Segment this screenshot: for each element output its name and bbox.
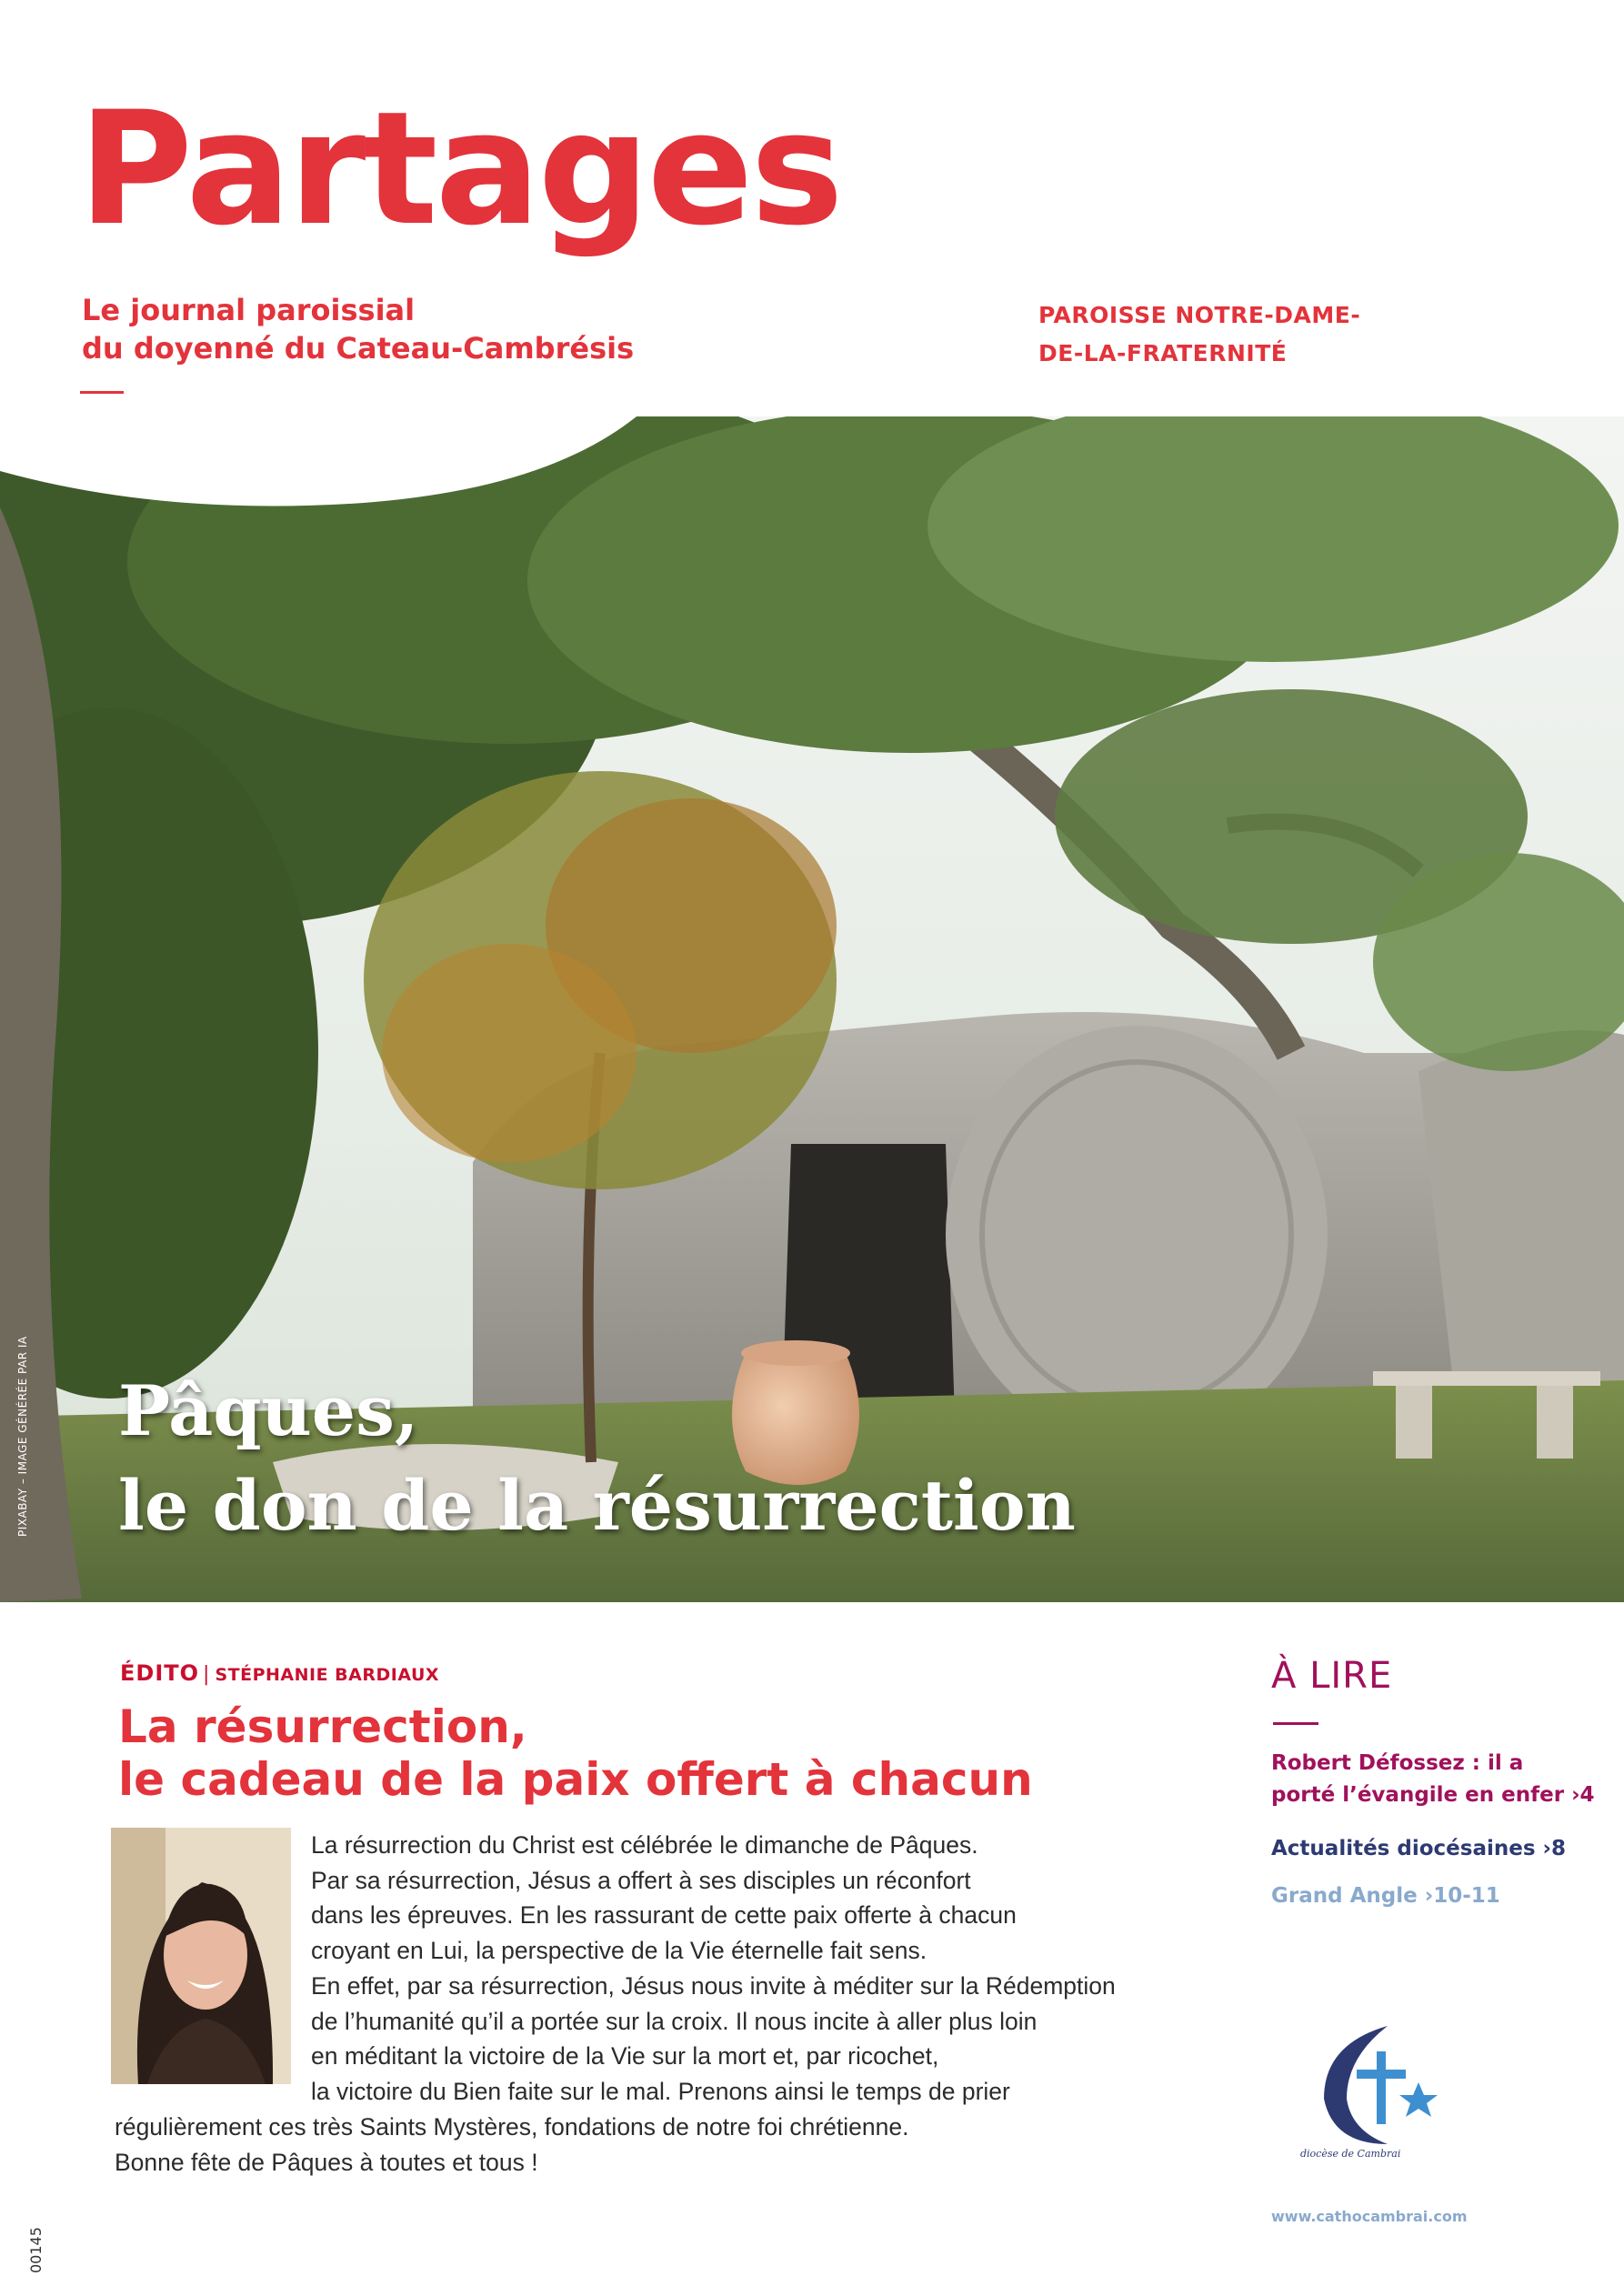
journal-subtitle bbox=[82, 291, 634, 367]
logo-caption: diocèse de Cambrai bbox=[1300, 2148, 1401, 2160]
sidebar-divider bbox=[1273, 1722, 1318, 1725]
body-line: la victoire du Bien faite sur le mal. Prenons ainsi le temps de prier bbox=[311, 2077, 1010, 2105]
headline-line: Pâques, bbox=[118, 1370, 419, 1451]
edito-title bbox=[118, 1700, 1033, 1806]
body-line: croyant en Lui, la perspective de la Vie éternelle fait sens. bbox=[311, 1937, 927, 1965]
body-line: La résurrection du Christ est célébrée le dimanche de Pâques. bbox=[311, 1831, 978, 1859]
body-line: régulièrement ces très Saints Mystères, fondations de notre foi chrétienne. bbox=[115, 2113, 909, 2141]
photo-credit: PIXABAY – IMAGE GÉNÉRÉE PAR IA bbox=[16, 1336, 29, 1537]
body-line: en méditant la victoire de la Vie sur la mort et, par ricochet, bbox=[311, 2042, 939, 2070]
cover-headline bbox=[118, 1364, 1076, 1553]
masthead-title: Partages bbox=[78, 77, 841, 260]
parish-name bbox=[1038, 296, 1360, 373]
edito-body bbox=[311, 1828, 1220, 2110]
edito-title-line: La résurrection, bbox=[118, 1700, 527, 1753]
sidebar-item-robert-defossez[interactable] bbox=[1271, 1748, 1595, 1811]
subtitle-line: du doyenné du Cateau-Cambrésis bbox=[82, 331, 635, 366]
author-photo bbox=[111, 1828, 291, 2084]
diocese-logo-icon bbox=[1306, 2017, 1451, 2153]
edito-separator: | bbox=[203, 1663, 210, 1686]
website-link[interactable]: www.cathocambrai.com bbox=[1271, 2208, 1468, 2225]
sidebar-item-grand-angle[interactable]: Grand Angle ›10-11 bbox=[1271, 1884, 1500, 1908]
barcode-number: 00145 bbox=[27, 2227, 45, 2273]
subtitle-line: Le journal paroissial bbox=[82, 293, 416, 327]
sidebar-heading: À LIRE bbox=[1271, 1655, 1393, 1697]
header-divider bbox=[80, 391, 124, 394]
sidebar-item-label: porté l’évangile en enfer ›4 bbox=[1271, 1783, 1595, 1807]
body-line: En effet, par sa résurrection, Jésus nous invite à méditer sur la Rédemption bbox=[311, 1971, 1116, 2000]
body-line: de l’humanité qu’il a portée sur la croix. Il nous incite à aller plus loin bbox=[311, 2007, 1038, 2035]
sidebar-item-label: Robert Défossez : il a bbox=[1271, 1751, 1524, 1775]
sidebar-item-actualites[interactable]: Actualités diocésaines ›8 bbox=[1271, 1837, 1567, 1860]
author-portrait bbox=[111, 1828, 291, 2084]
body-line: Bonne fête de Pâques à toutes et tous ! bbox=[115, 2148, 538, 2176]
edito-title-line: le cadeau de la paix offert à chacun bbox=[118, 1753, 1033, 1806]
parish-line: PAROISSE NOTRE-DAME- bbox=[1038, 302, 1361, 328]
parish-line: DE-LA-FRATERNITÉ bbox=[1038, 340, 1288, 366]
headline-line: le don de la résurrection bbox=[118, 1465, 1076, 1546]
edito-body-wide bbox=[115, 2110, 1024, 2180]
edito-label: ÉDITO bbox=[120, 1660, 200, 1686]
edito-author: STÉPHANIE BARDIAUX bbox=[215, 1665, 440, 1685]
body-line: Par sa résurrection, Jésus a offert à ses disciples un réconfort bbox=[311, 1866, 971, 1894]
body-line: dans les épreuves. En les rassurant de cette paix offerte à chacun bbox=[311, 1901, 1017, 1930]
edito-kicker bbox=[120, 1660, 439, 1686]
